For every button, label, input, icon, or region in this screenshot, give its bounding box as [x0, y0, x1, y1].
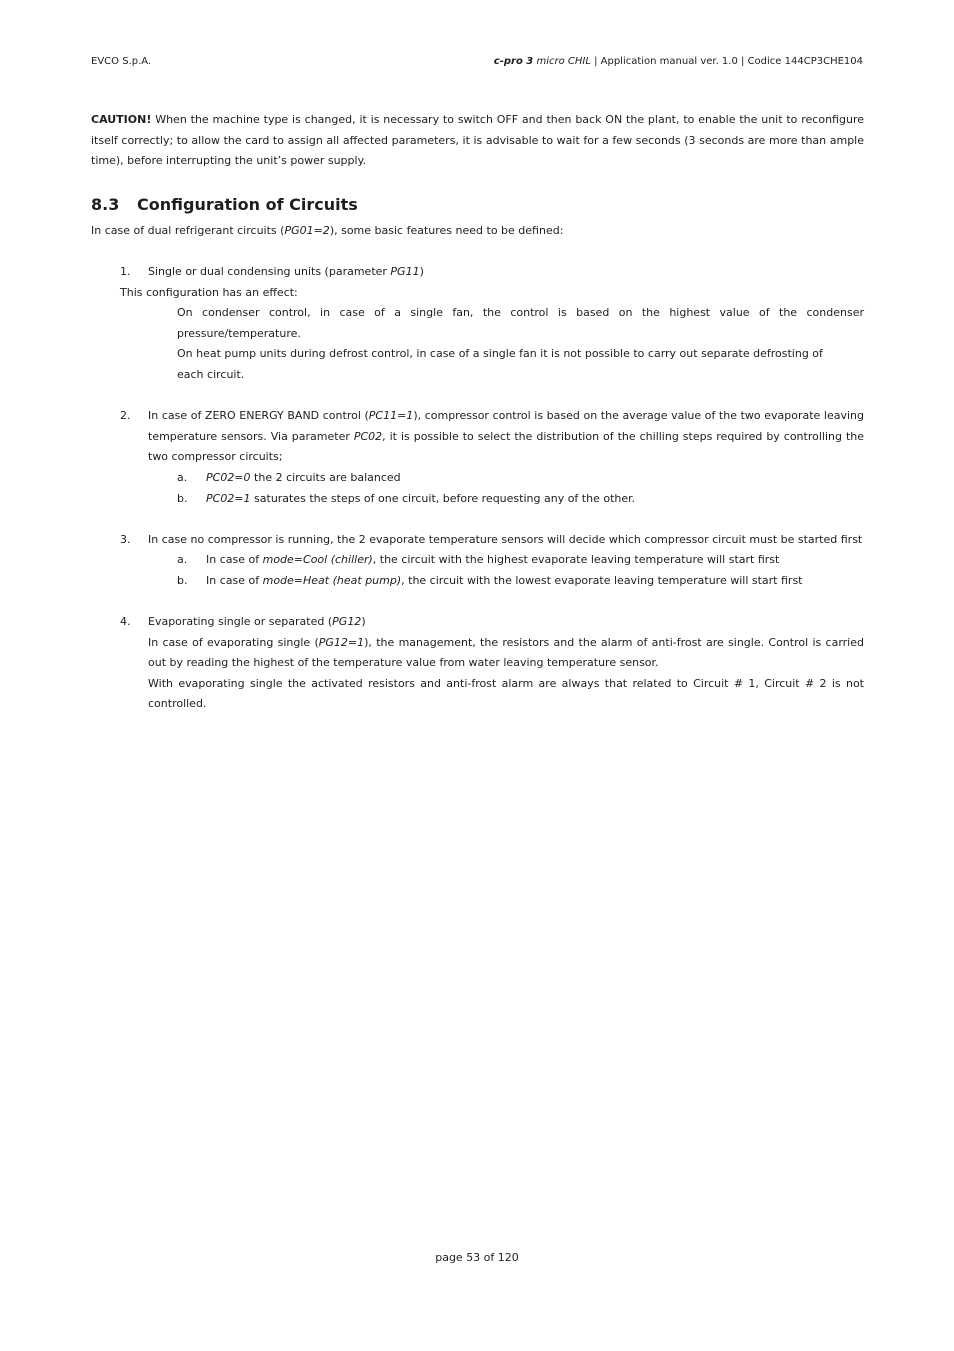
caution-paragraph [91, 110, 864, 172]
header-product-sub: micro CHIL [536, 56, 591, 67]
section-heading [91, 193, 864, 217]
section-title: Configuration of Circuits [137, 194, 358, 214]
section-intro: In case of dual refrigerant circuits (PG01=2), some basic features need to be defined: [91, 223, 564, 237]
evaporating-paragraph-1: In case of evaporating single (PG12=1), the management, the resistors and the alarm of anti-frost are single. Control is carried out by reading the highest of the temperature value from water leaving temperature sensor. [148, 635, 864, 670]
page-content [91, 110, 864, 715]
param-pg11: PG11 [390, 264, 420, 278]
param-pc02: PC02 [353, 429, 383, 443]
evaporating-paragraph-2: With evaporating single the activated resistors and anti-frost alarm are always that related to Circuit # 1, Circuit # 2 is not controlled. [148, 676, 864, 711]
section-number: 8.3 [91, 194, 120, 214]
list-number: 3. [120, 532, 131, 546]
header-product: c-pro 3 [493, 56, 534, 67]
sub-item-2a: a. PC02=0 the 2 circuits are balanced [177, 470, 401, 484]
param-pg01: PG01=2 [284, 223, 330, 237]
sub-item-2b: b. PC02=1 saturates the steps of one circuit, before requesting any of the other. [177, 491, 636, 505]
list-item-1: 1. Single or dual condensing units (parameter PG11) [91, 262, 864, 283]
page-number: page 53 of 120 [435, 1251, 519, 1264]
caution-text: When the machine type is changed, it is necessary to switch OFF and then back ON the plant, to enable the unit to reconfigure itself correctly; to allow the card to assign all affected parameters, it is advisable to wait for a few seconds (3 seconds are more than ample time), before interrupting the unit’s power supply. [91, 113, 864, 168]
param-pg12: PG12 [332, 615, 362, 629]
list-number: 2. [120, 409, 131, 423]
effect-label: This configuration has an effect: [120, 285, 298, 299]
effect-paragraph-2: On heat pump units during defrost control, in case of a single fan it is not possible to carry out separate defrosting of each circuit. [177, 347, 823, 381]
list-number: 1. [120, 264, 131, 278]
param-pc11: PC11=1 [368, 409, 414, 423]
header-doc-info [494, 56, 863, 67]
caution-label: CAUTION! [91, 113, 152, 126]
effect-paragraph-1: On condenser control, in case of a single fan, the control is based on the highest value of the condenser pressure/temperature. [177, 306, 864, 340]
header-company: EVCO S.p.A. [91, 56, 152, 67]
header-manual-info: | Application manual ver. 1.0 | Codice 144CP3CHE104 [590, 56, 863, 67]
list-item-3: 3. In case no compressor is running, the 2 evaporate temperature sensors will decide which compressor circuit must be started first [91, 530, 864, 551]
list-item-2: 2. In case of ZERO ENERGY BAND control (PC11=1), compressor control is based on the average value of the two evaporate leaving temperature sensors. Via parameter PC02, it is possible to select the distribution of the chilling steps required by controlling the two compressor circuits; [91, 406, 864, 468]
list-number: 4. [120, 615, 131, 629]
sub-item-3b: b. In case of mode=Heat (heat pump), the circuit with the lowest evaporate leaving temperature will start first [177, 573, 803, 587]
list-item-4: 4. Evaporating single or separated (PG12) [91, 612, 864, 633]
sub-item-3a: a. In case of mode=Cool (chiller), the circuit with the highest evaporate leaving temperature will start first [177, 553, 780, 567]
